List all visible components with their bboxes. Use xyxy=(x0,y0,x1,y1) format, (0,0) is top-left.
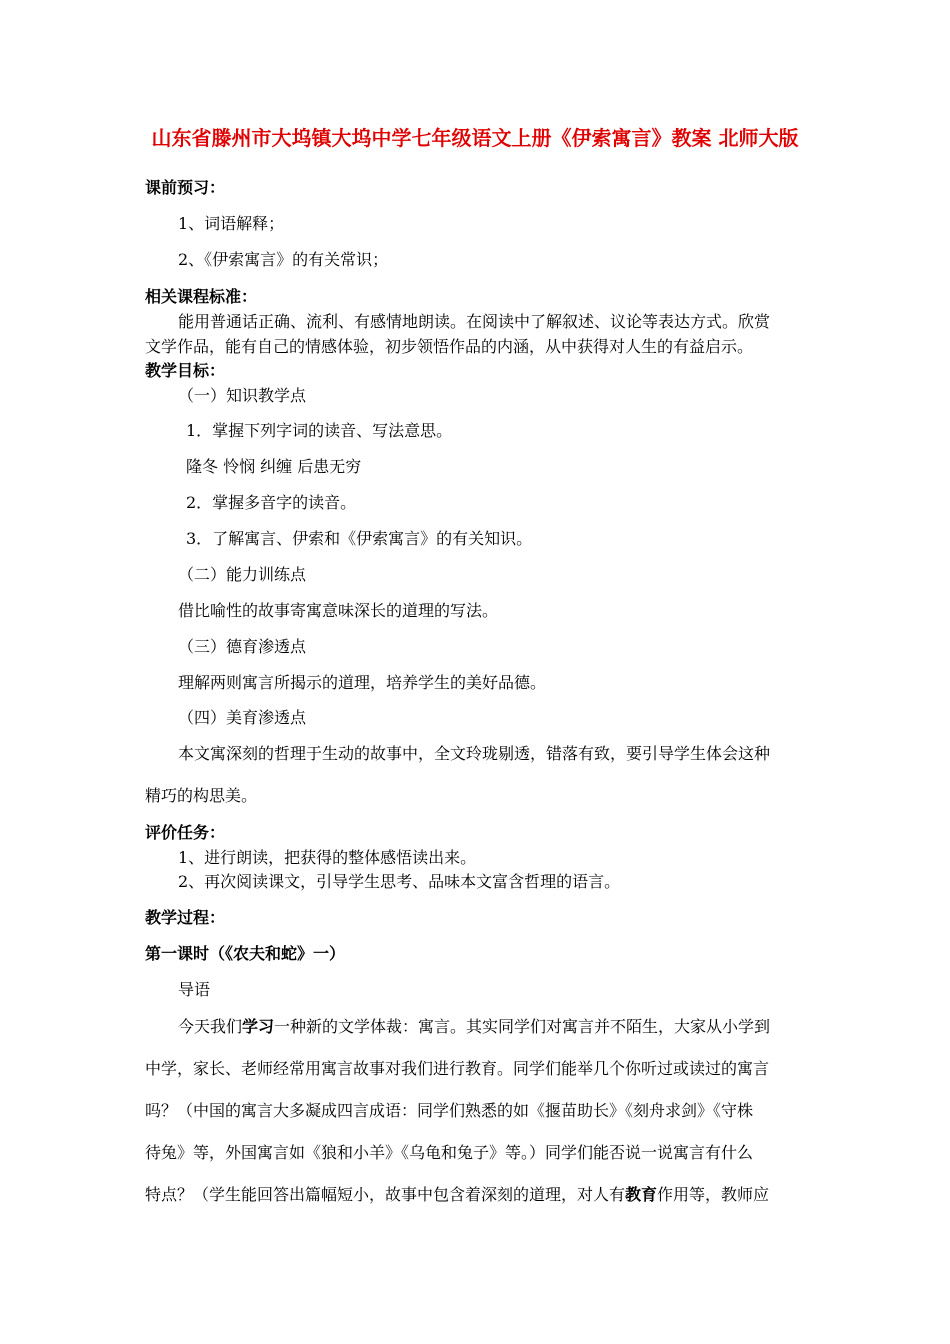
goals-heading: 教学目标： xyxy=(145,361,226,380)
goal-ability: （二）能力训练点 xyxy=(178,565,307,584)
intro-line-4: 待兔》等，外国寓言如《狼和小羊》《乌龟和兔子》等。）同学们能否说一说寓言有什么 xyxy=(145,1143,754,1162)
preview-item-2: 2、《伊索寓言》的有关常识； xyxy=(178,250,389,269)
goal-words: 隆冬 怜悯 纠缠 后患无穷 xyxy=(186,457,362,476)
emphasis-text: 学习 xyxy=(242,1017,275,1036)
intro-text: 今天我们 xyxy=(178,1017,243,1036)
intro-text: 作用等，教师应 xyxy=(657,1185,770,1204)
intro-line-3: 吗？（中国的寓言大多凝成四言成语：同学们熟悉的如《揠苗助长》《刻舟求剑》《守株 xyxy=(145,1101,754,1120)
document-title: 山东省滕州市大坞镇大坞中学七年级语文上册《伊索寓言》教案 北师大版 xyxy=(151,126,799,150)
goal-ability-text: 借比喻性的故事寄寓意味深长的道理的写法。 xyxy=(178,601,499,620)
preview-item-1: 1、词语解释； xyxy=(178,214,285,233)
standard-line-2: 文学作品，能有自己的情感体验，初步领悟作品的内涵，从中获得对人生的有益启示。 xyxy=(145,337,754,356)
evaluation-heading: 评价任务： xyxy=(145,823,226,842)
goal-k1: 1．掌握下列字词的读音、写法意思。 xyxy=(186,421,453,440)
goal-k3: 3．了解寓言、伊索和《伊索寓言》的有关知识。 xyxy=(186,529,533,548)
goal-beauty: （四）美育渗透点 xyxy=(178,708,307,727)
standard-line-1: 能用普通话正确、流利、有感情地朗读。在阅读中了解叙述、议论等表达方式。欣赏 xyxy=(178,312,771,331)
intro-label: 导语 xyxy=(178,980,211,999)
goal-knowledge: （一）知识教学点 xyxy=(178,386,307,405)
goal-moral: （三）德育渗透点 xyxy=(178,637,307,656)
standard-heading: 相关课程标准： xyxy=(145,287,258,306)
evaluation-item-2: 2、再次阅读课文，引导学生思考、品味本文富含哲理的语言。 xyxy=(178,872,621,891)
goal-beauty-line-2: 精巧的构思美。 xyxy=(145,786,258,805)
intro-line-5 xyxy=(145,1185,769,1205)
emphasis-text: 教育 xyxy=(625,1185,658,1204)
lesson-heading: 第一课时（《农夫和蛇》一） xyxy=(145,944,346,963)
goal-k2: 2．掌握多音字的读音。 xyxy=(186,493,357,512)
intro-text: 一种新的文学体裁：寓言。其实同学们对寓言并不陌生，大家从小学到 xyxy=(274,1017,771,1036)
intro-line-1 xyxy=(178,1017,770,1037)
evaluation-item-1: 1、进行朗读，把获得的整体感悟读出来。 xyxy=(178,848,477,867)
preview-heading: 课前预习： xyxy=(145,178,226,197)
process-heading: 教学过程： xyxy=(145,908,226,927)
intro-line-2: 中学，家长、老师经常用寓言故事对我们进行教育。同学们能举几个你听过或读过的寓言 xyxy=(145,1059,770,1078)
goal-beauty-line-1: 本文寓深刻的哲理于生动的故事中，全文玲珑剔透，错落有致，要引导学生体会这种 xyxy=(178,744,771,763)
intro-text: 特点？（学生能回答出篇幅短小，故事中包含着深刻的道理，对人有 xyxy=(145,1185,626,1204)
goal-moral-text: 理解两则寓言所揭示的道理，培养学生的美好品德。 xyxy=(178,673,547,692)
